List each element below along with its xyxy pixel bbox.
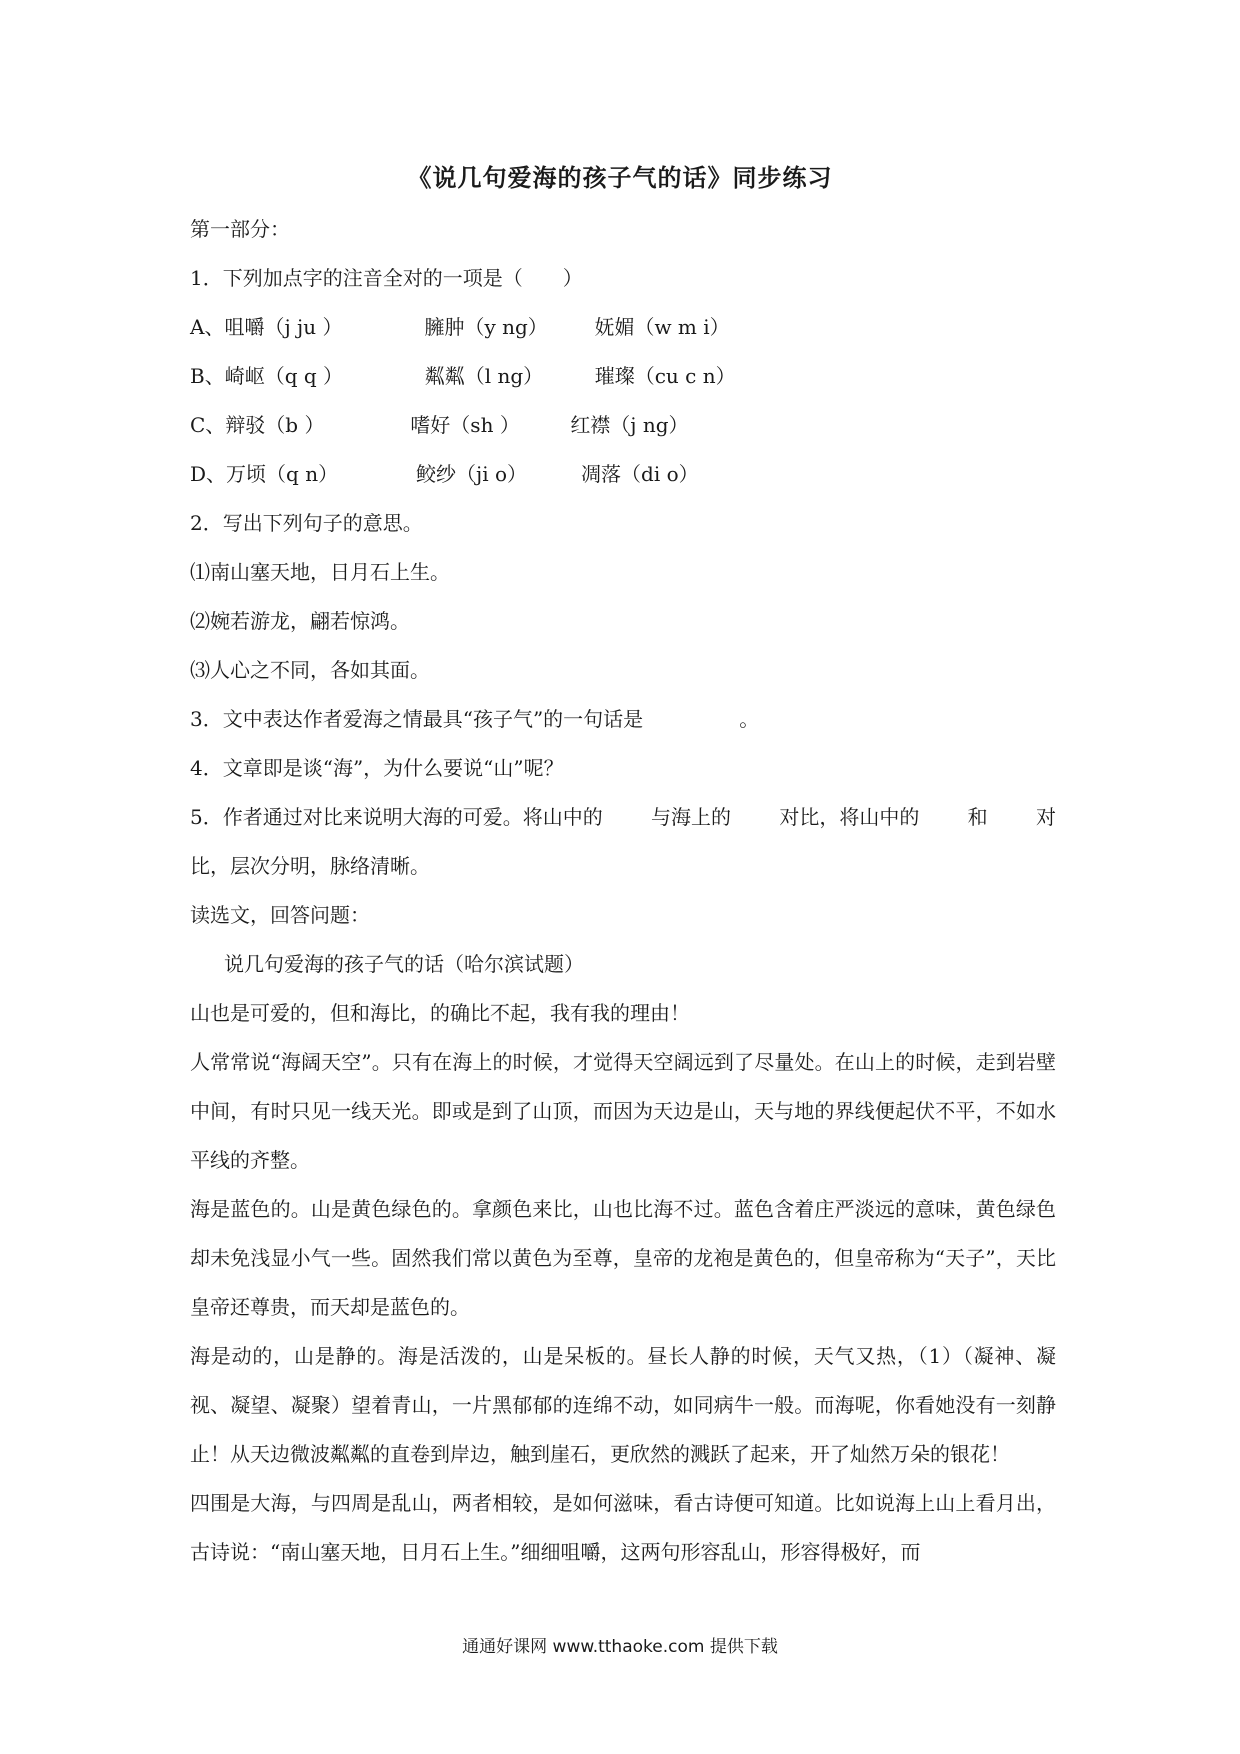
option-d: D、万顷（q n） 鲛纱（ji o） 凋落（di o） (190, 462, 699, 486)
reading-paragraph: 山也是可爱的，但和海比，的确比不起，我有我的理由！ (190, 1001, 690, 1025)
question-2-item: ⑶人心之不同，各如其面。 (190, 658, 430, 682)
question-5: 5．作者通过对比来说明大海的可爱。将山中的 与海上的 对比，将山中的 和 对 (190, 805, 1056, 829)
reading-paragraph: 人常常说“海阔天空”。只有在海上的时候，才觉得天空阔远到了尽量处。在山上的时候，走到岩壁中间，有时只见一线天光。即或是到了山顶，而因为天边是山，天与地的界线便起伏不平，不如水平线的齐整。 (190, 1050, 1056, 1172)
question-4: 4．文章即是谈“海”，为什么要说“山”呢？ (190, 756, 564, 780)
question-2: 2．写出下列句子的意思。 (190, 511, 423, 535)
question-5-cont: 比，层次分明，脉络清晰。 (190, 854, 430, 878)
question-3: 3．文中表达作者爱海之情最具“孩子气”的一句话是 。 (190, 707, 760, 731)
question-2-item: ⑴南山塞天地，日月石上生。 (190, 560, 450, 584)
option-a: A、咀嚼（j ju ） 臃肿（y ng） 妩媚（w m i） (190, 315, 730, 339)
question-2-item: ⑵婉若游龙，翩若惊鸿。 (190, 609, 410, 633)
reading-intro: 读选文，回答问题： (190, 903, 370, 927)
reading-paragraph: 海是动的，山是静的。海是活泼的，山是呆板的。昼长人静的时候，天气又热，（1）（凝神、凝视、凝望、凝聚）望着青山，一片黑郁郁的连绵不动，如同病牛一般。而海呢，你看她没有一刻静止！从天边微波粼粼的直卷到岸边，触到崖石，更欣然的溅跃了起来，开了灿然万朵的银花！ (190, 1344, 1056, 1466)
reading-subtitle: 说几句爱海的孩子气的话（哈尔滨试题） (224, 952, 584, 976)
option-c: C、辩驳（b ） 嗜好（sh ） 红襟（j ng） (190, 413, 689, 437)
section-heading: 第一部分： (190, 217, 290, 241)
question-1: 1．下列加点字的注音全对的一项是（ ） (190, 266, 583, 290)
option-b: B、崎岖（q q ） 粼粼（l ng） 璀璨（cu c n） (190, 364, 736, 388)
reading-paragraph: 四围是大海，与四周是乱山，两者相较，是如何滋味，看古诗便可知道。比如说海上山上看月出，古诗说：“南山塞天地，日月石上生。”细细咀嚼，这两句形容乱山，形容得极好，而 (190, 1491, 1056, 1564)
page-title: 《说几句爱海的孩子气的话》同步练习 (407, 164, 833, 192)
reading-paragraph: 海是蓝色的。山是黄色绿色的。拿颜色来比，山也比海不过。蓝色含着庄严淡远的意味，黄色绿色却未免浅显小气一些。固然我们常以黄色为至尊，皇帝的龙袍是黄色的，但皇帝称为“天子”，天比皇帝还尊贵，而天却是蓝色的。 (190, 1197, 1056, 1319)
document-body (190, 205, 1056, 1577)
page-footer: 通通好课网 www.tthaoke.com 提供下载 (462, 1637, 778, 1657)
